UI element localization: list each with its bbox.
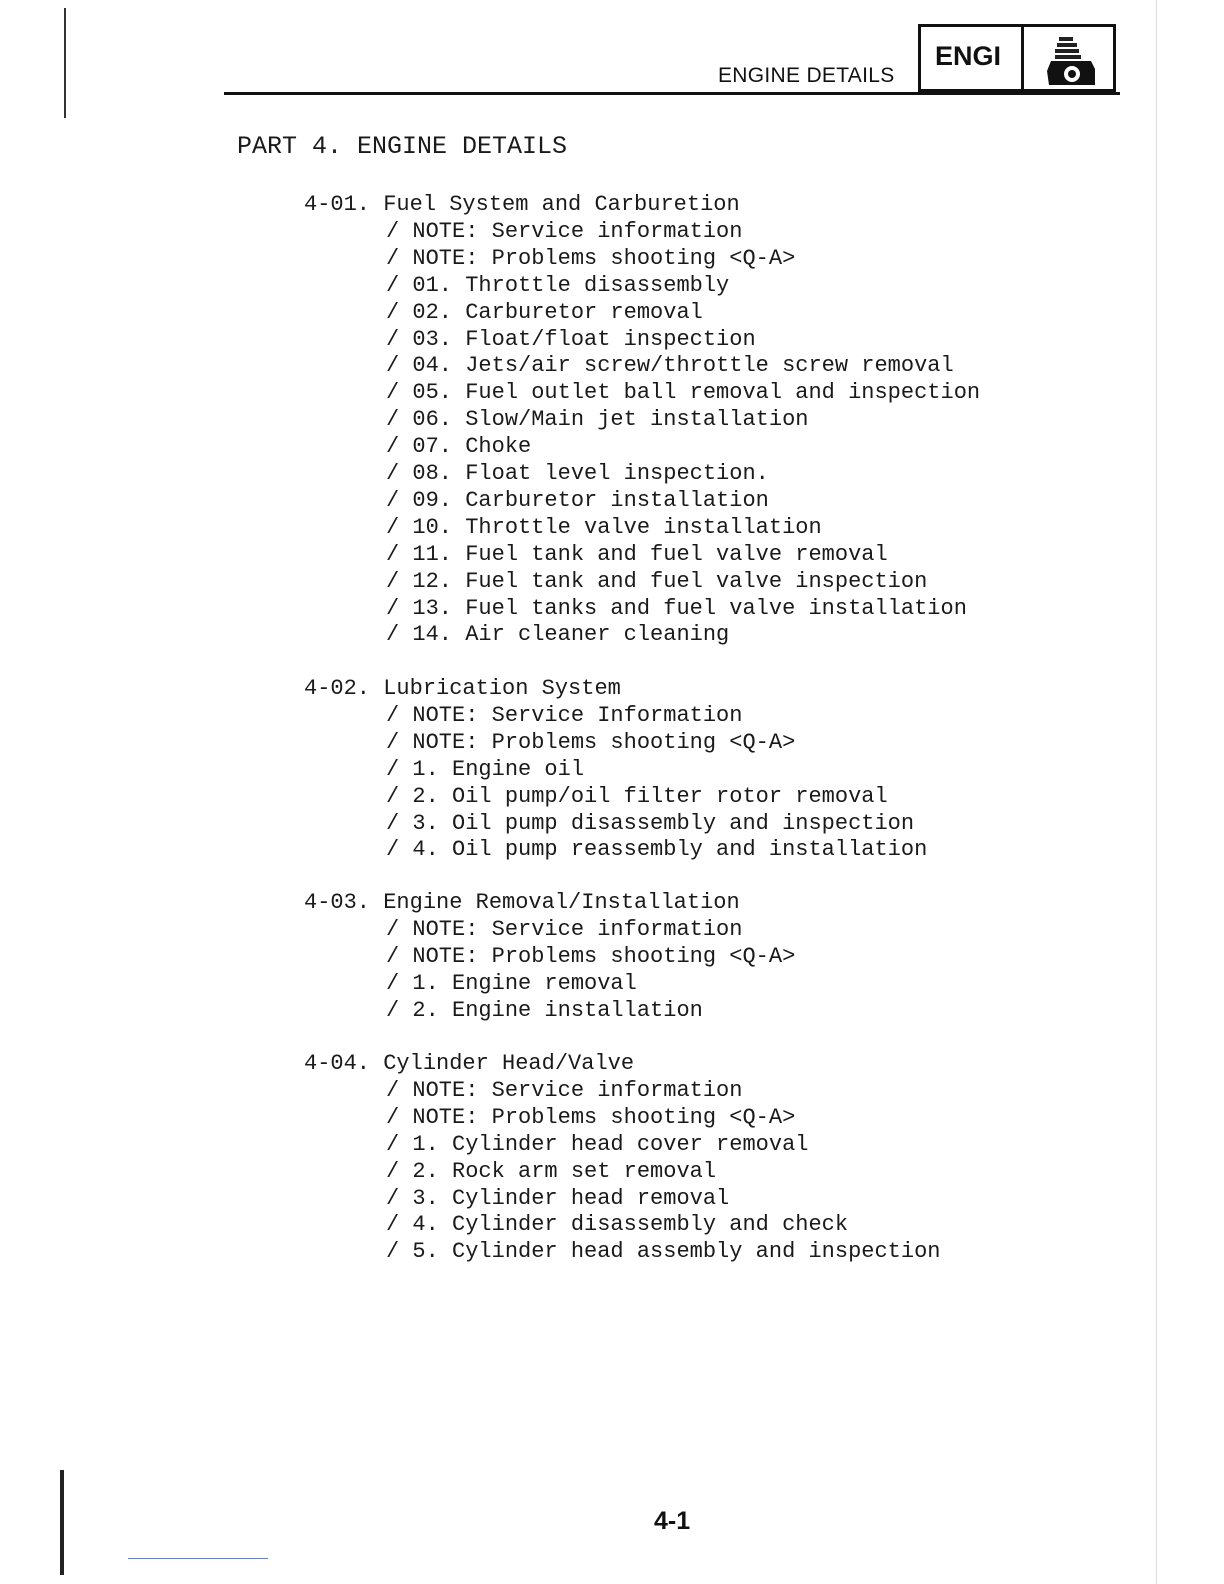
contents-entry: / 3. Cylinder head removal	[386, 1185, 730, 1211]
scan-edge-mark	[60, 1470, 64, 1575]
contents-entry: / 13. Fuel tanks and fuel valve installation	[386, 595, 967, 621]
contents-entry: / NOTE: Problems shooting <Q-A>	[386, 245, 796, 271]
contents-entry: / 14. Air cleaner cleaning	[386, 622, 730, 648]
contents-entry: / NOTE: Problems shooting <Q-A>	[386, 943, 796, 969]
tab-divider	[1021, 27, 1024, 89]
engine-icon	[1039, 31, 1109, 89]
contents-entry: / 4. Oil pump reassembly and installation	[386, 837, 928, 863]
contents-entry: / 05. Fuel outlet ball removal and inspection	[386, 380, 981, 406]
contents-entry: / 02. Carburetor removal	[386, 299, 703, 325]
contents-entry: / NOTE: Service information	[386, 218, 743, 244]
contents-entry: / 04. Jets/air screw/throttle screw removal	[386, 353, 954, 379]
contents-entry: / 03. Float/float inspection	[386, 326, 756, 352]
section-heading: 4-01. Fuel System and Carburetion	[304, 192, 740, 217]
contents-entry: / 01. Throttle disassembly	[386, 272, 730, 298]
contents-entry: / 1. Cylinder head cover removal	[386, 1131, 809, 1157]
contents-entry: / 2. Rock arm set removal	[386, 1158, 717, 1184]
contents-entry: / NOTE: Service information	[386, 1077, 743, 1103]
contents-entry: / 10. Throttle valve installation	[386, 514, 822, 540]
contents-entry: / 1. Engine removal	[386, 970, 637, 996]
contents-entry: / 2. Engine installation	[386, 997, 703, 1023]
contents-entry: / 1. Engine oil	[386, 756, 585, 782]
section-heading: 4-02. Lubrication System	[304, 676, 621, 701]
scan-edge-mark	[1156, 0, 1157, 1584]
section-heading: 4-03. Engine Removal/Installation	[304, 890, 740, 915]
contents-entry: / 11. Fuel tank and fuel valve removal	[386, 541, 888, 567]
section-heading: 4-04. Cylinder Head/Valve	[304, 1051, 635, 1076]
contents-entry: / 06. Slow/Main jet installation	[386, 407, 809, 433]
contents-entry: / 07. Choke	[386, 434, 532, 460]
contents-entry: / 2. Oil pump/oil filter rotor removal	[386, 783, 888, 809]
contents-entry: / 09. Carburetor installation	[386, 487, 769, 513]
contents-entry: / NOTE: Problems shooting <Q-A>	[386, 1104, 796, 1130]
contents-entry: / 08. Float level inspection.	[386, 461, 769, 486]
part-title: PART 4. ENGINE DETAILS	[237, 132, 568, 161]
contents-entry: / NOTE: Problems shooting <Q-A>	[386, 729, 796, 755]
scan-edge-mark	[64, 8, 66, 118]
contents-entry: / NOTE: Service Information	[386, 702, 743, 728]
contents-entry: / 12. Fuel tank and fuel valve inspection	[386, 568, 928, 594]
contents-entry: / 3. Oil pump disassembly and inspection	[386, 810, 915, 836]
chapter-tab	[918, 24, 1116, 92]
contents-entry: / NOTE: Service information	[386, 916, 743, 942]
header-rule	[224, 92, 1120, 95]
running-title: ENGINE DETAILS	[718, 64, 895, 87]
page-number: 4-1	[654, 1507, 691, 1535]
chapter-tab-label: ENGI	[935, 41, 1002, 71]
contents-entry: / 4. Cylinder disassembly and check	[386, 1212, 849, 1238]
scan-edge-mark	[128, 1558, 268, 1559]
contents-entry: / 5. Cylinder head assembly and inspection	[386, 1239, 941, 1265]
